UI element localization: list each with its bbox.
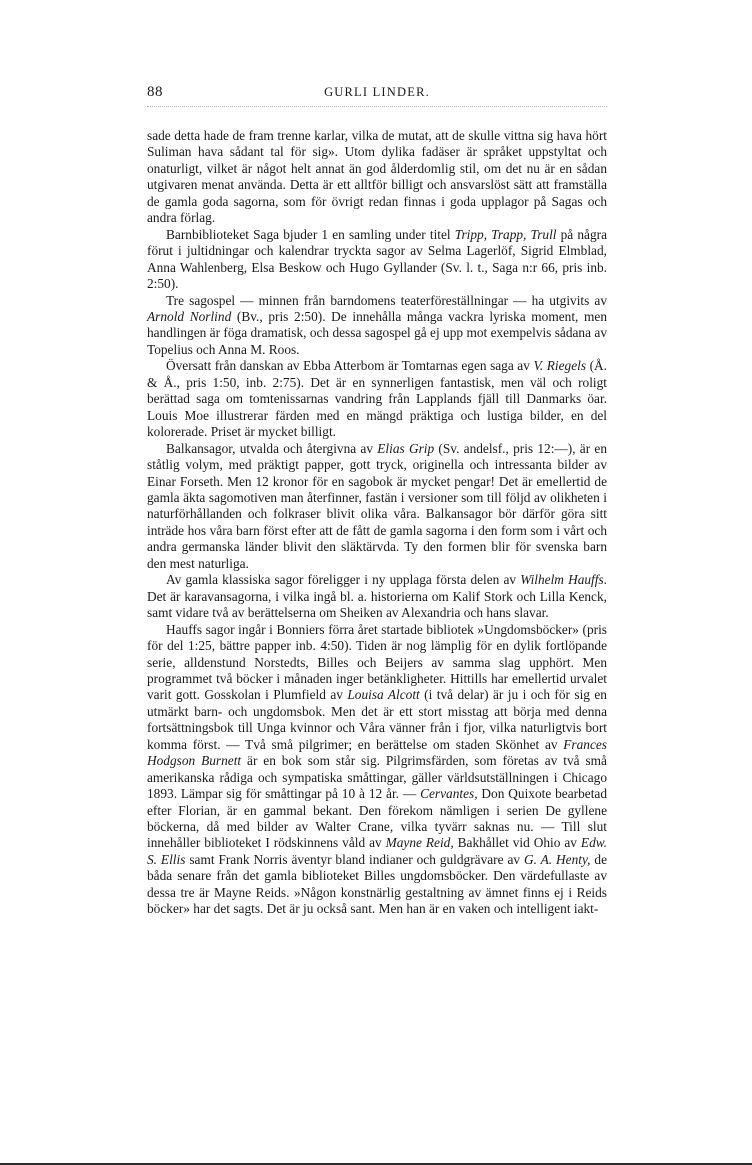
text-run: Översatt från danskan av Ebba Atterbom är Tomtarnas egen saga av bbox=[166, 358, 534, 374]
text-run: samt Frank Norris äventyr bland indianer och guldgrävare av bbox=[185, 851, 524, 867]
paragraph bbox=[147, 227, 607, 293]
page-header bbox=[147, 84, 607, 104]
italic-text: Wilhelm Hauffs bbox=[520, 572, 604, 588]
body-text bbox=[147, 128, 607, 918]
text-run: . Det är karavansagorna, i vilka ingå bl. a. historierna om Kalif Stork och Lilla Kenck, samt vidare två av berättelserna om Sheiken av Alexandria och hans slavar. bbox=[147, 572, 607, 621]
italic-text: Louisa Alcott bbox=[347, 687, 420, 703]
text-run: (Bv., pris 2:50). De innehålla många vackra lyriska moment, men handlingen är föga dramatisk, och dessa sagospel gå ej upp mot exempelvis sådana av Topelius och Anna M. Roos. bbox=[147, 308, 607, 357]
italic-text: Arnold Norlind bbox=[147, 308, 232, 324]
text-run: Don Quixote bearbetad efter Florian, är en gammal bekant. Den förekom nämligen i serien De gyllene böckerna, då med bilder av Walter Crane, vilka tyvärr saknas nu. — Till slut innehåller biblioteket I rödskinnens våld av bbox=[147, 786, 607, 851]
paragraph bbox=[147, 622, 607, 918]
text-run: är en bok som står sig. Pilgrimsfärden, som företas av två små amerikanska rådiga och sympatiska småttingar, gäller världsutställningen i Chicago 1893. Lämpar sig för småttingar på 10 à 12 år. — bbox=[147, 753, 607, 802]
text-run: på några förut i jultidningar och kalendrar tryckta sagor av Selma Lagerlöf, Sigrid Elmblad, Anna Wahlenberg, Elsa Beskow och Hugo Gyllander (Sv. l. t., Saga n:r 66, pris inb. 2:50). bbox=[147, 226, 607, 292]
paragraph bbox=[147, 358, 607, 440]
text-run: Barnbiblioteket Saga bjuder 1 en samling under titel bbox=[166, 226, 455, 242]
text-run: (Å. & Å., pris 1:50, inb. 2:75). Det är en synnerligen fantastisk, men väl och roligt berättad saga om tomtenissarnas vandring från Lapplands fjäll till Danmarks öar. Louis Moe illustrerar färden med en mängd präktiga och lustiga bilder, en del kolorerade. Priset är mycket billigt. bbox=[147, 358, 607, 440]
italic-text: Cervantes, bbox=[420, 786, 478, 802]
paragraph bbox=[147, 572, 607, 621]
italic-text: Tripp, Trapp, Trull bbox=[454, 226, 557, 242]
text-run: (Sv. andelsf., pris 12:—), är en ståtlig volym, med präktigt papper, gott tryck, originella och intressanta bilder av Einar Forseth. Men 12 kronor för en sagobok är mycket pengar! Det är emellertid de gamla äkta sagomotiven man återfinner, fastän i versioner som till följd av olikheten i naturförhållanden och folkraser blivit olika våra. Balkansagor bör därför göra sitt inträde hos våra barn först efter att de fått de gamla sagorna i den form som i vårt och andra germanska länder blivit den släktärvda. Ty den formen blir för svenska barn den mest naturliga. bbox=[147, 440, 607, 571]
italic-text: V. Riegels bbox=[533, 358, 587, 374]
text-run: Av gamla klassiska sagor föreligger i ny upplaga första delen av bbox=[166, 572, 521, 588]
text-run: Hauffs sagor ingår i Bonniers förra året startade bibliotek »Ungdomsböcker» (pris för del 1:25, bättre papper inb. 4:50). Tiden är nog lämplig för en dylik fortlöpande serie, alldenstund Norstedts, Billes och Beijers av samma slag upphört. Men programmet två böcker i månaden inger betänkligheter. Hittills har emellertid urvalet varit gott. Gosskolan i Plumfield av bbox=[147, 621, 607, 703]
italic-text: G. A. Henty, bbox=[523, 851, 591, 867]
italic-text: Elias Grip bbox=[377, 440, 435, 456]
text-run: de båda senare från det gamla biblioteket Billes ungdomsböcker. Den värdefullaste av dessa tre är Mayne Reids. »Någon konstnärlig gestaltning av ämnet finns ej i Reids böcker» har det sagts. Det är ju också sant. Men han är en vaken och intelligent iakt- bbox=[147, 851, 607, 917]
text-run: Tre sagospel — minnen från barndomens teaterföreställningar — ha utgivits av bbox=[166, 292, 607, 308]
text-run: Balkansagor, utvalda och återgivna av bbox=[166, 440, 378, 456]
italic-text: Mayne Reid, bbox=[385, 835, 454, 851]
italic-text: Frances Hodgson Burnett bbox=[147, 736, 607, 769]
running-head: GURLI LINDER. bbox=[324, 85, 430, 99]
header-rule bbox=[147, 106, 607, 107]
text-run: sade detta hade de fram trenne karlar, vilka de mutat, att de skulle vittna sig hava hört Suliman hava sådant tal för sig». Utom dylika fadäser är språket uppstyltat och onaturligt, vilket är något helt annat än god ålderdomlig stil, om det nu är en sådan utgivaren menat använda. Detta är ett alltför billigt och ansvarslöst sätt att framställa de gamla goda sagorna, som för övrigt redan finnas i goda upplagor på Sagas och andra förlag. bbox=[147, 128, 607, 226]
page-number: 88 bbox=[147, 84, 163, 100]
paragraph bbox=[147, 441, 607, 573]
paragraph bbox=[147, 293, 607, 359]
italic-text: Edw. S. Ellis bbox=[147, 835, 607, 867]
paragraph bbox=[147, 128, 607, 227]
text-run: Bakhållet vid Ohio av bbox=[453, 835, 581, 851]
text-run: (i två delar) är ju i och för sig en utmärkt barn- och ungdomsbok. Men det är ett stort misstag att börja med denna fortsättningsbok till Unga kvinnor och Våra vänner från i fjor, vilka naturligtvis bort komma först. — Två små pilgrimer; en berättelse om staden Skönhet av bbox=[147, 687, 607, 752]
